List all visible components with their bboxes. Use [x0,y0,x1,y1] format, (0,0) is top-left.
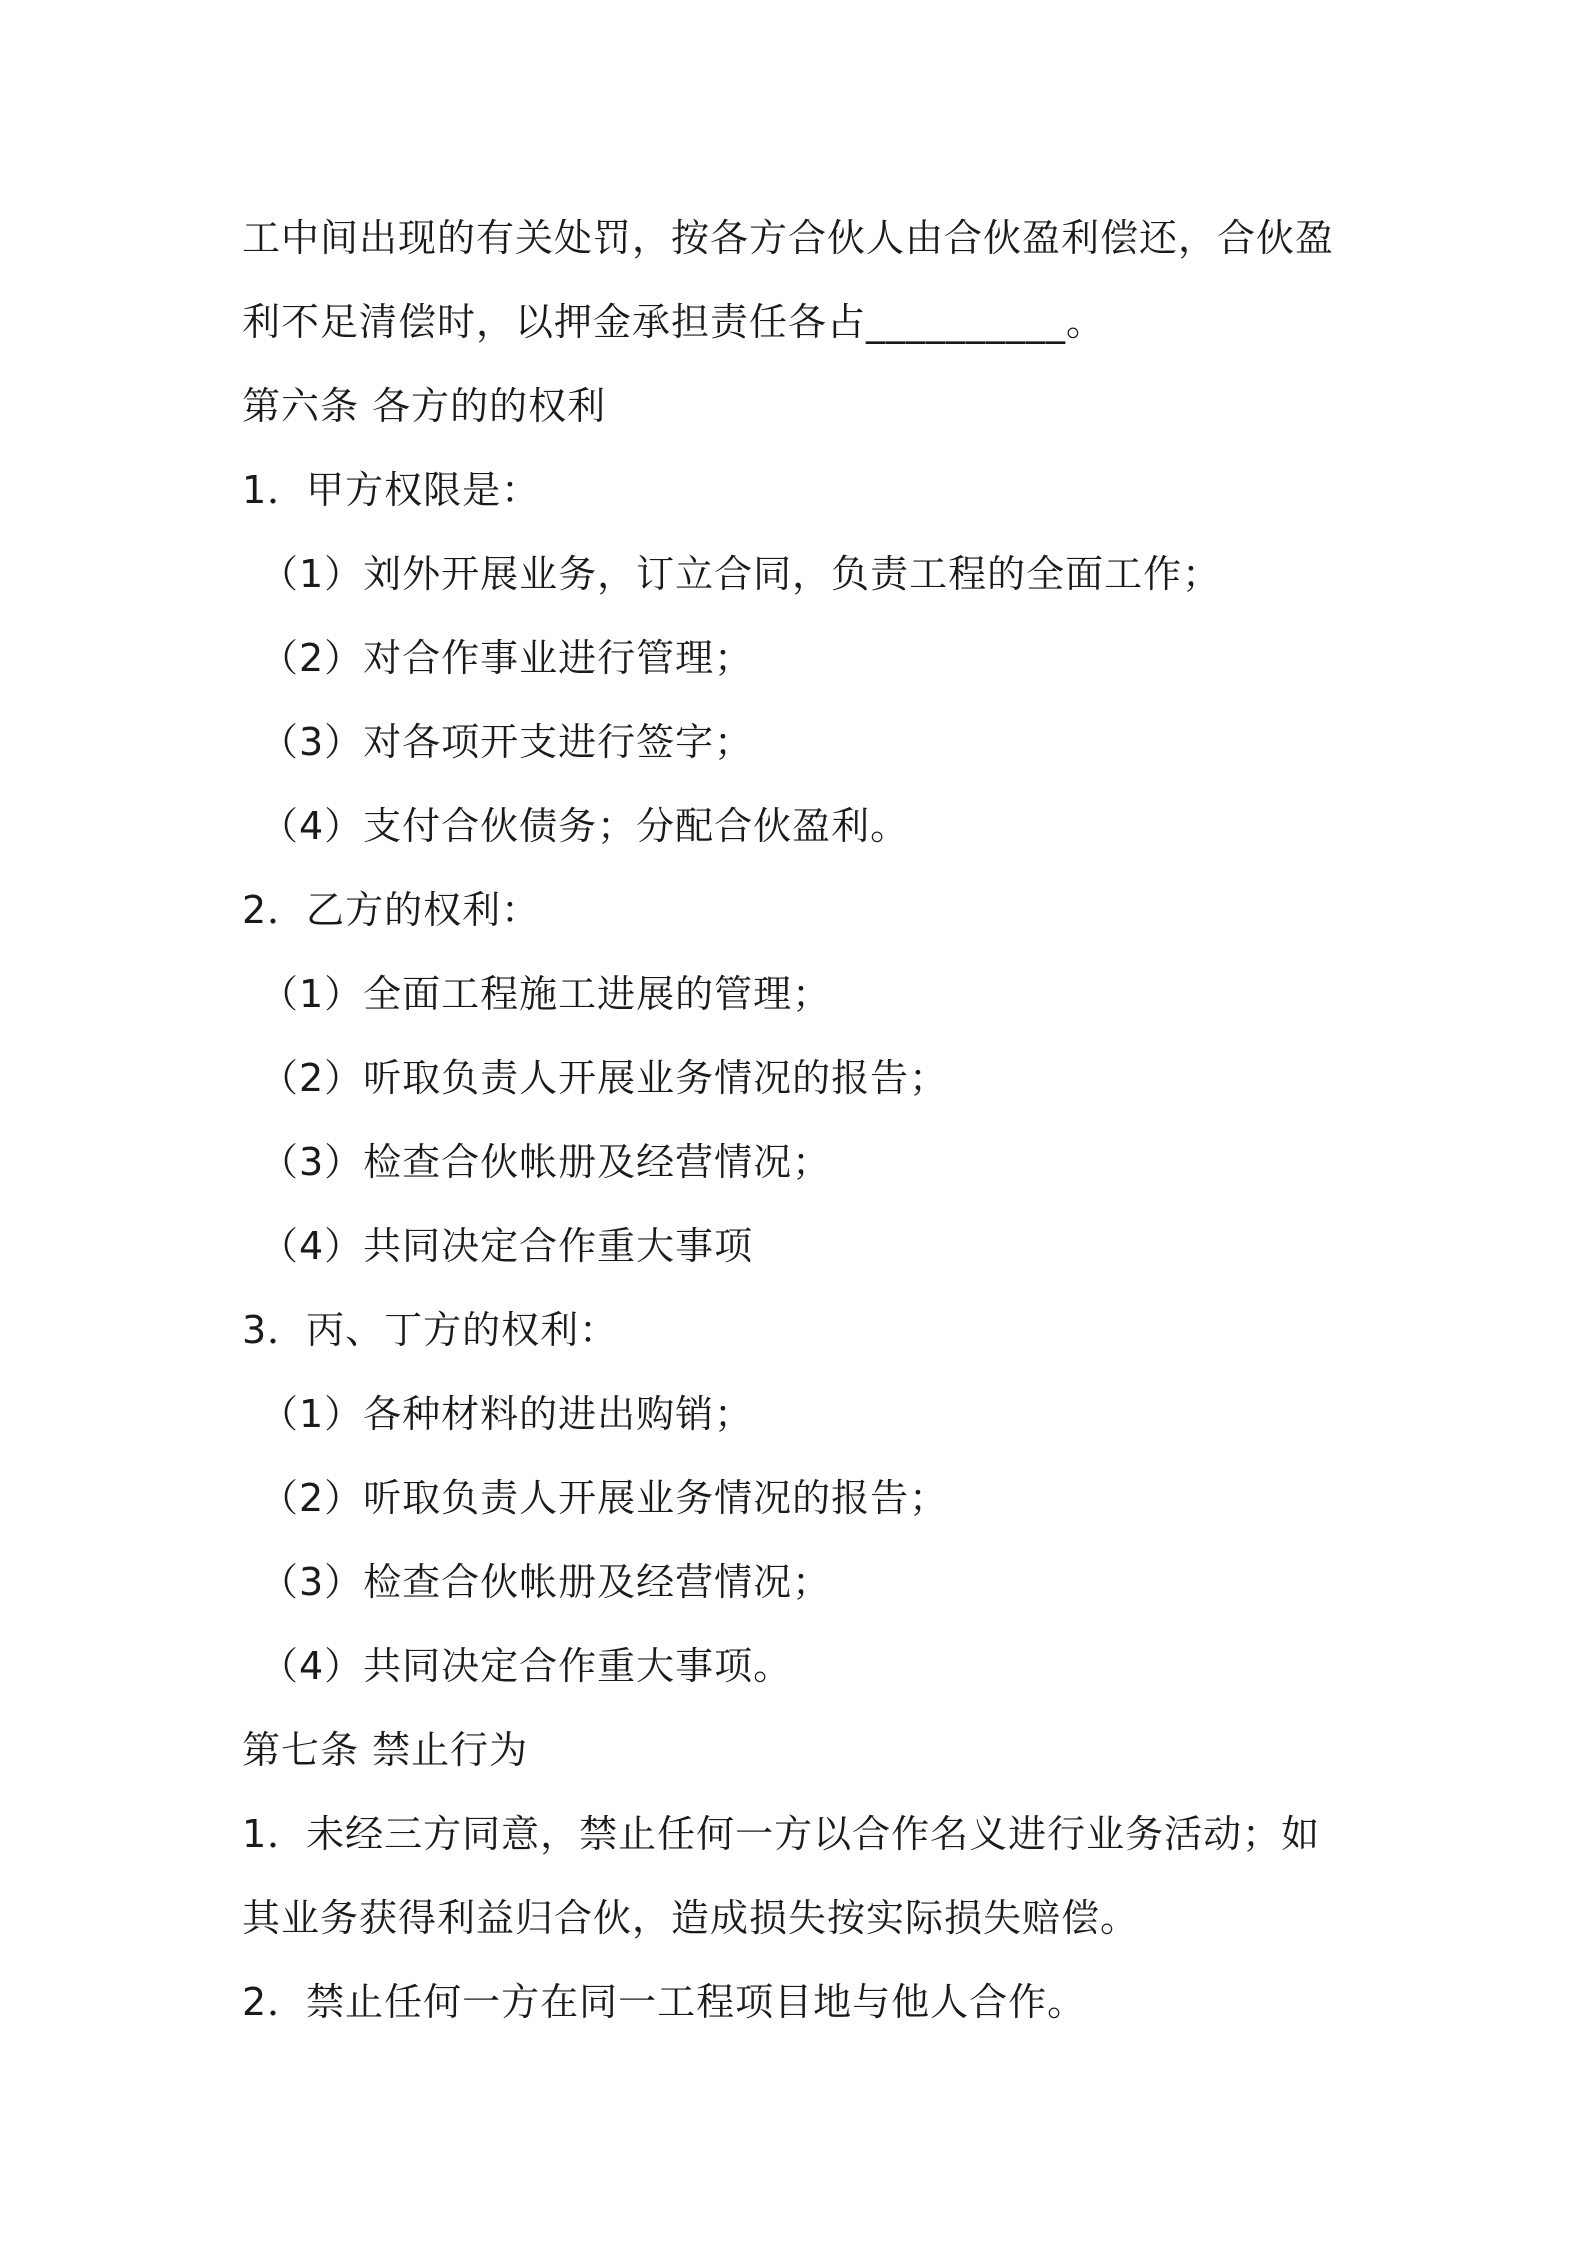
clause-item: 3．丙、丁方的权利： [242,1308,619,1352]
article-heading: 第七条 禁止行为 [242,1728,529,1772]
sub-clause-item: （2）听取负责人开展业务情况的报告； [260,1056,949,1100]
document-body [242,196,1362,2044]
paragraph-line: 其业务获得利益归合伙，造成损失按实际损失赔偿。 [242,1896,1140,1940]
clause-item: 1．甲方权限是： [242,468,541,512]
sub-clause-item: （1）各种材料的进出购销； [260,1392,754,1436]
paragraph-line: 利不足清偿时，以押金承担责任各占__________。 [242,300,1106,344]
sub-clause-item: （4）共同决定合作重大事项 [260,1224,754,1268]
sub-clause-item: （3）对各项开支进行签字； [260,720,754,764]
clause-item: 2．禁止任何一方在同一工程项目地与他人合作。 [242,1980,1087,2024]
sub-clause-item: （2）听取负责人开展业务情况的报告； [260,1476,949,1520]
sub-clause-item: （1）全面工程施工进展的管理； [260,972,832,1016]
sub-clause-item: （2）对合作事业进行管理； [260,636,754,680]
clause-item: 1．未经三方同意，禁止任何一方以合作名义进行业务活动；如 [242,1812,1321,1856]
sub-clause-item: （1）刘外开展业务，订立合同，负责工程的全面工作； [260,552,1222,596]
sub-clause-item: （4）共同决定合作重大事项。 [260,1644,793,1688]
sub-clause-item: （4）支付合伙债务；分配合伙盈利。 [260,804,910,848]
sub-clause-item: （3）检查合伙帐册及经营情况； [260,1140,832,1184]
clause-item: 2．乙方的权利： [242,888,541,932]
sub-clause-item: （3）检查合伙帐册及经营情况； [260,1560,832,1604]
article-heading: 第六条 各方的的权利 [242,384,607,428]
paragraph-line: 工中间出现的有关处罚，按各方合伙人由合伙盈利偿还，合伙盈 [242,216,1335,260]
